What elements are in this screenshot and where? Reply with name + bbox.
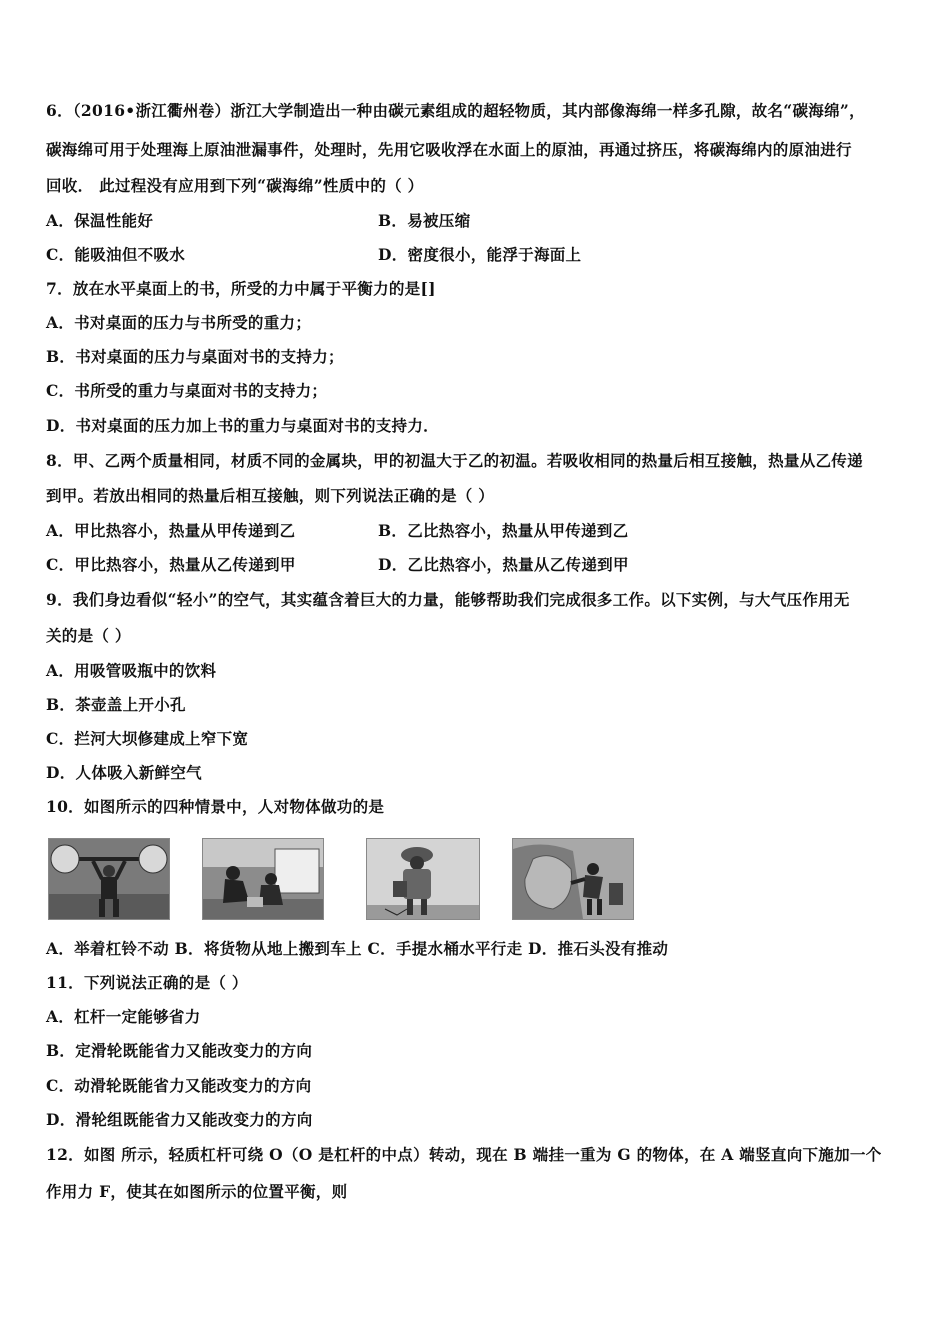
q12-line2: 作用力 F，使其在如图所示的位置平衡，则	[46, 1182, 348, 1201]
q9-option-d: D．人体吸入新鲜空气	[46, 763, 202, 782]
q9-option-b: B．茶壶盖上开小孔	[46, 695, 186, 714]
q9-line1: 9．我们身边看似“轻小”的空气，其实蕴含着巨大的力量，能够帮助我们完成很多工作。以下实例，与大气压作用无	[46, 590, 850, 609]
q6-line3: 回收． 此过程没有应用到下列“碳海绵”性质中的（ ）	[46, 176, 424, 195]
q11-option-a: A．杠杆一定能够省力	[46, 1007, 201, 1026]
q8-option-a: A．甲比热容小，热量从甲传递到乙	[46, 521, 296, 540]
q10-image-moving-goods	[202, 838, 324, 920]
q11-option-b: B．定滑轮既能省力又能改变力的方向	[46, 1041, 313, 1060]
q7-option-b: B．书对桌面的压力与桌面对书的支持力；	[46, 347, 344, 366]
q6-option-c: C．能吸油但不吸水	[46, 245, 186, 264]
q9-option-a: A．用吸管吸瓶中的饮料	[46, 661, 217, 680]
q12-line1: 12．如图 所示，轻质杠杆可绕 O（O 是杠杆的中点）转动，现在 B 端挂一重为 G 的物体，在 A 端竖直向下施加一个	[46, 1145, 882, 1164]
q11-option-d: D．滑轮组既能省力又能改变力的方向	[46, 1110, 313, 1129]
q9-line2: 关的是（ ）	[46, 626, 131, 645]
q8-line2: 到甲。若放出相同的热量后相互接触，则下列说法正确的是（ ）	[46, 486, 495, 505]
q7-option-c: C．书所受的重力与桌面对书的支持力；	[46, 381, 328, 400]
q6-option-d: D．密度很小，能浮于海面上	[378, 245, 582, 264]
q8-option-d: D．乙比热容小，热量从乙传递到甲	[378, 555, 629, 574]
q10-image-carrying-bucket	[366, 838, 480, 920]
q10-image-weightlifting	[48, 838, 170, 920]
q8-option-b: B．乙比热容小，热量从甲传递到乙	[378, 521, 629, 540]
q7-option-d: D．书对桌面的压力加上书的重力与桌面对书的支持力．	[46, 416, 439, 435]
q11-option-c: C．动滑轮既能省力又能改变力的方向	[46, 1076, 312, 1095]
q6-line2: 碳海绵可用于处理海上原油泄漏事件，处理时，先用它吸收浮在水面上的原油，再通过挤压，将碳海绵内的原油进行	[46, 140, 852, 159]
q9-option-c: C．拦河大坝修建成上窄下宽	[46, 729, 249, 748]
q7-option-a: A．书对桌面的压力与书所受的重力；	[46, 313, 312, 332]
q6-option-a: A．保温性能好	[46, 211, 154, 230]
q10-image-pushing-rock	[512, 838, 634, 920]
q7-stem: 7．放在水平桌面上的书，所受的力中属于平衡力的是[]	[46, 279, 436, 298]
q10-stem: 10．如图所示的四种情景中，人对物体做功的是	[46, 797, 385, 816]
q6-line1: 6．（2016•浙江衢州卷）浙江大学制造出一种由碳元素组成的超轻物质，其内部像海绵一样多孔隙，故名“碳海绵”，	[46, 101, 865, 120]
q11-stem: 11．下列说法正确的是（ ）	[46, 973, 248, 992]
q8-line1: 8．甲、乙两个质量相同，材质不同的金属块，甲的初温大于乙的初温。若吸收相同的热量后相互接触，热量从乙传递	[46, 451, 863, 470]
q8-option-c: C．甲比热容小，热量从乙传递到甲	[46, 555, 296, 574]
q10-options: A．举着杠铃不动 B．将货物从地上搬到车上 C．手提水桶水平行走 D．推石头没有推动	[46, 939, 669, 958]
q6-option-b: B．易被压缩	[378, 211, 471, 230]
